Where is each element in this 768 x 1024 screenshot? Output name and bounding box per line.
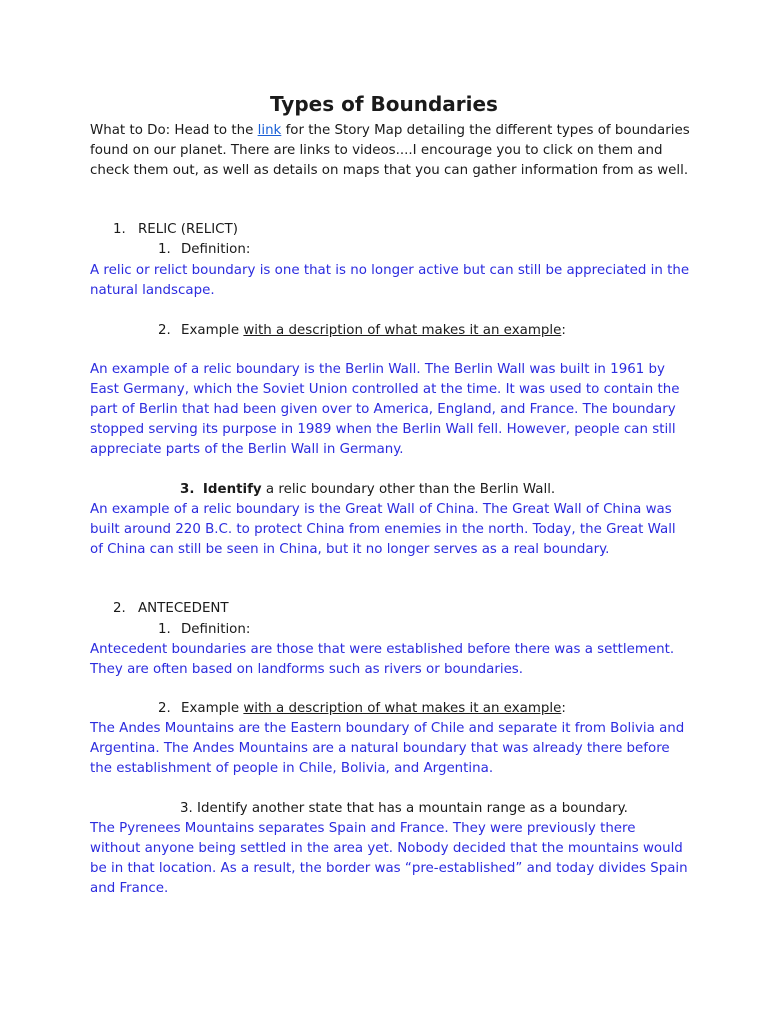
definition-number: 1. xyxy=(158,242,171,257)
identify-prompt xyxy=(180,480,555,500)
identify-rest: a relic boundary other than the Berlin Wall. xyxy=(261,482,556,497)
definition-label: Definition: xyxy=(181,622,251,637)
definition-number: 1. xyxy=(158,622,171,637)
relic-identify-answer: An example of a relic boundary is the Great Wall of China. The Great Wall of China was built around 220 B.C. to protect China from enemies in the north. Today, the Great Wall of China can still be seen in China, but it no longer serves as a real boundary. xyxy=(90,502,676,557)
example-prefix: Example xyxy=(181,701,244,716)
antecedent-identify-answer: The Pyrenees Mountains separates Spain and France. They were previously there without anyone being settled in the area yet. Nobody decided that the mountains would be in that location. As a result, the border was “pre-established” and today divides Spain and France. xyxy=(90,821,688,896)
example-number: 2. xyxy=(158,323,171,338)
intro-prefix: What to Do: Head to the xyxy=(90,123,258,138)
intro-suffix: for the Story Map detailing the different types of boundaries found on our planet. There are links to videos....I encourage you to click on them and check them out, as well as details on maps that you can gather information from as well. xyxy=(90,123,690,178)
example-prefix: Example xyxy=(181,323,244,338)
relic-example-answer: An example of a relic boundary is the Berlin Wall. The Berlin Wall was built in 1961 by East Germany, which the Soviet Union controlled at the time. It was used to contain the part of Berlin that had been given over to America, England, and France. The boundary stopped serving its purpose in 1989 when the Berlin Wall fell. However, people can still appreciate parts of the Berlin Wall in Germany. xyxy=(90,362,680,457)
section-number: 2. xyxy=(113,601,126,616)
relic-definition-answer: A relic or relict boundary is one that is no longer active but can still be appreciated in the natural landscape. xyxy=(90,263,690,298)
example-suffix: : xyxy=(561,701,566,716)
section-heading-relic: RELIC (RELICT) xyxy=(138,222,238,237)
example-suffix: : xyxy=(561,323,566,338)
antecedent-definition-answer: Antecedent boundaries are those that were established before there was a settlement. They are often based on landforms such as rivers or boundaries. xyxy=(90,642,675,677)
identify-number: 3. xyxy=(180,482,195,497)
section-heading-antecedent: ANTECEDENT xyxy=(138,601,229,616)
example-number: 2. xyxy=(158,701,171,716)
example-underlined-text: with a description of what makes it an example xyxy=(243,323,562,338)
example-underlined-text: with a description of what makes it an example xyxy=(243,701,562,716)
definition-label: Definition: xyxy=(181,242,251,257)
intro-paragraph xyxy=(90,121,690,181)
section-number: 1. xyxy=(113,222,126,237)
antecedent-example-answer: The Andes Mountains are the Eastern boundary of Chile and separate it from Bolivia and Argentina. The Andes Mountains are a natural boundary that was already there before the establishment of people in Chile, Bolivia, and Argentina. xyxy=(90,721,685,776)
identify-bold: Identify xyxy=(202,482,262,497)
example-prompt xyxy=(181,321,566,341)
identify-prompt: 3. Identify another state that has a mountain range as a boundary. xyxy=(180,801,628,816)
page-title: Types of Boundaries xyxy=(270,92,498,116)
example-prompt xyxy=(181,699,566,719)
story-map-link[interactable]: link xyxy=(257,123,282,138)
